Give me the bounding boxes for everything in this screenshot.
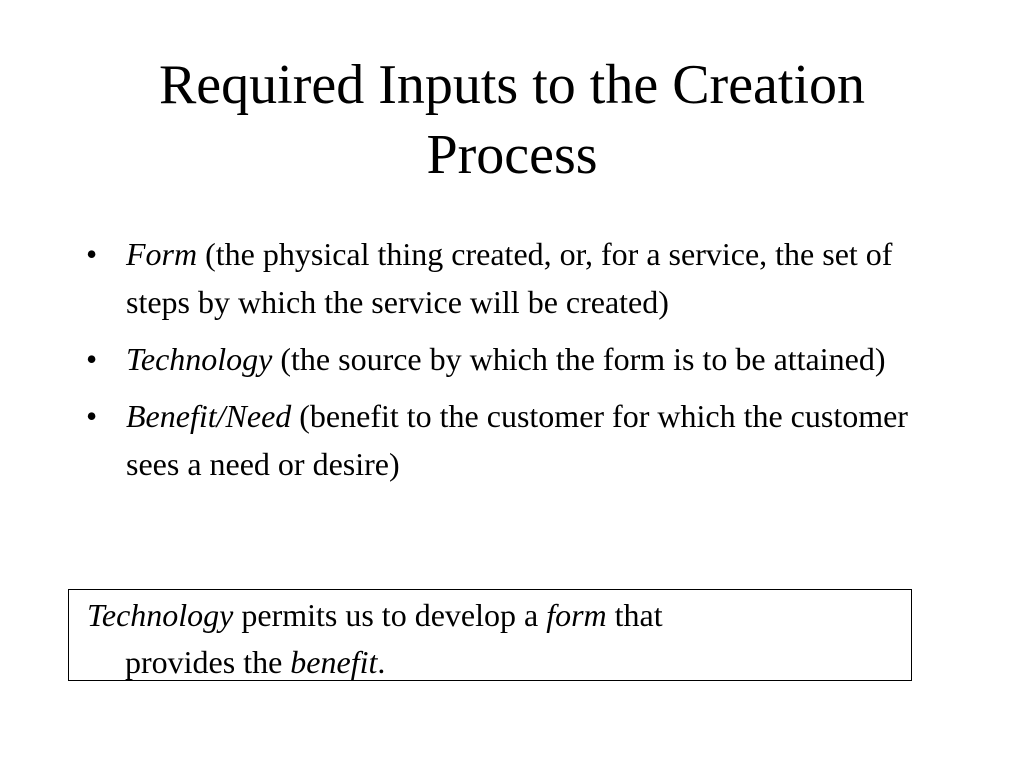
callout-form: form [546,597,607,633]
callout-text: provides the [125,644,283,680]
bullet-item-technology [86,335,946,383]
callout-line2 [87,639,893,686]
bullet-marker: • [86,398,98,434]
summary-callout-box [68,589,912,681]
slide-title [60,50,964,190]
callout-benefit: benefit [290,644,378,680]
callout-line1 [87,592,893,639]
callout-technology: Technology [87,597,234,633]
bullet-item-benefit-need [86,392,946,488]
bullet-description: (benefit to the customer for which the customer sees a need or desire) [126,398,908,482]
bullet-list [86,230,946,497]
bullet-term: Form [126,236,198,272]
slide-title-line1: Required Inputs to the Creation [158,54,866,116]
bullet-marker: • [86,236,98,272]
bullet-marker: • [86,341,98,377]
callout-text: permits us to develop a [241,597,539,633]
bullet-item-form [86,230,946,326]
bullet-description: (the physical thing created, or, for a service, the set of steps by which the service will be created) [126,236,893,320]
bullet-term: Technology [126,341,273,377]
bullet-description: (the source by which the form is to be attained) [280,341,886,377]
callout-text: that [614,597,663,633]
callout-period: . [377,644,386,680]
slide-title-line2: Process [426,124,598,186]
bullet-term: Benefit/Need [126,398,292,434]
